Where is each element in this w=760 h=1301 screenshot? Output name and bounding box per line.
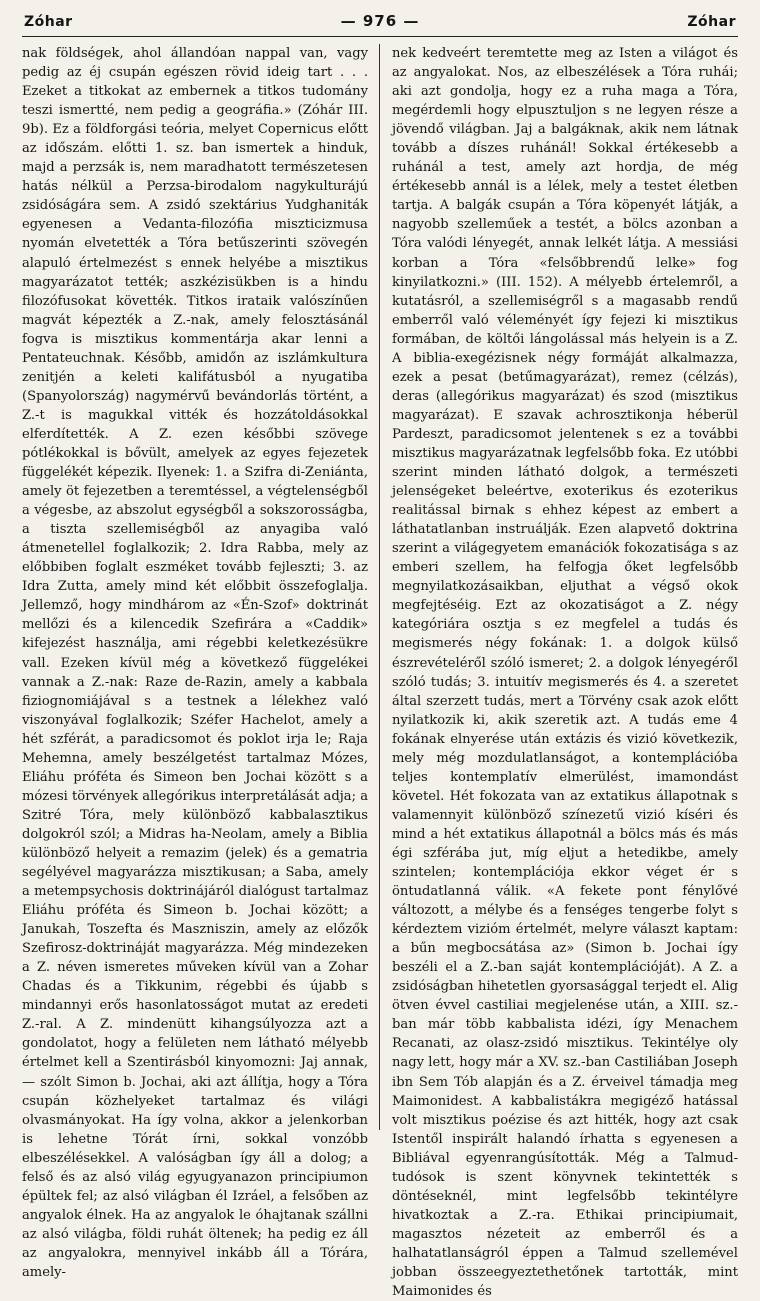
running-head-right: Zóhar: [687, 14, 736, 30]
running-head-left: Zóhar: [24, 14, 73, 30]
page-header: [22, 6, 738, 37]
column-divider: [379, 44, 380, 1130]
page-number: — 976 —: [340, 12, 420, 30]
left-column-text: nak földségek, ahol állandóan nappal van, vagy pedig az éj csupán egészen rövid ideig tart . . . Ezeket a titkokat az embernek a titkos tudomány teszi ismertté, nem pedig a geográfia.» (Zóhár III. 9b). Ez a földforgási teória, melyet Copernicus előtt az időszám. előtti 1. sz. ban ismertek a hinduk, majd a perzsák is, nem maradhatott természetesen hatás nélkül a Perzsa-birodalom nagykulturájú zsidóságára sem. A zsidó szektárius Yudghaniták egyenesen a Vedanta-filozófia miszticizmusa nyomán elvetették a Tóra betűszerinti szövegén alapuló értelmezést s ennek helyébe a misztikus magyarázatot tették; aszkézisükben is a hindu filozófusokat követték. Titkos irataik valószínűen magvát képezték a Z.-nak, amely felosztásánál fogva is misztikus kommentárja akar lenni a Pentateuchnak. Később, amidőn az iszlámkultura zenitjén a keleti kalifátusból a nyugatiba (Spanyolország) nagymérvű bevándorlás történt, a Z.-t is magukkal vitték és hozzátoldásokkal elferdítették. A Z. ezen későbbi szövege pótlékokkal is bővült, amelyek az egyes fejezetek függelékét képezik. Ilyenek: 1. a Szifra di-Zeniánta, amely öt fejezetben a teremtéssel, a végtelenségből a végesbe, az abszolut egységből a sokszorosságba, a tiszta szellemiségből az anyagiba való átmenetellel foglalkozik; 2. Idra Rabba, mely az előbbiben foglalt eszméket tovább fejleszti; 3. az Idra Zutta, amely mind két előbbit összefoglalja. Jellemző, hogy mindhárom az «Én-Szof» doktrinát mellőzi és a kilencedik Szefirára a «Caddik» kifejezést használja, ami régebbi keletkezésükre vall. Ezeken kívül még a következő függelékei vannak a Z.-nak: Raze de-Razin, amely a kabbala fiziognomiájával s a testnek a lélekhez való viszonyával foglalkozik; Széfer Hachelot, amely a hét szférát, a paradicsomot és poklot irja le; Raja Mehemna, amely beszélgetést tartalmaz Mózes, Eliáhu próféta és Simeon ben Jochai között s a mózesi törvények allegórikus interpretálását adja; a Szitré Tóra, mely különböző kabbalasztikus dolgokról szól; a Midras ha-Neolam, amely a Biblia különböző helyeit a remazim (jelek) és a gematria segélyével magyarázza misztikusan; a Saba, amely a metempsychosis doktrinájáról dialógust tartalmaz Eliáhu próféta és Simeon b. Jochai között; a Janukah, Toszefta és Maszniszin, amely az előzők Szefirosz-doktrináját magyarázza. Még mindezeken a Z. néven ismeretes műveken kívül van a Zohar Chadas és a Tikkunim, régebbi és újabb s mindannyi erős hasonlatosságot mutat az eredeti Z.-ral. A Z. mindenütt kihangsúlyozza azt a gondolatot, hogy a felületen nem látható mélyebb értelmet kell a Szentirásból kinyomozni: Jaj annak, — szólt Simon b. Jochai, aki azt állítja, hogy a Tóra csupán közhelyeket tartalmaz és világi olvasmányokat. Ha így volna, akkor a jelenkorban is lehetne Tórát írni, sokkal vonzóbb elbeszélésekkel. A valóságban így áll a dolog; a felső és az alsó világ egyugyanazon principiumon épültek fel; az alsó világban él Izráel, a felsőben az angyalok élnek. Ha az angyalok le óhajtanak szállni az alsó világba, földi ruhát öltenek; ha pedig ez áll az angyalokra, mennyivel inkább áll a Tórára, amely-: [22, 46, 368, 1280]
right-column-text: nek kedveért teremtette meg az Isten a világot és az angyalokat. Nos, az elbeszélések a Tóra ruhái; aki azt gondolja, hogy ez a ruha maga a Tóra, megérdemli hogy elpusztuljon s ne legyen része a jövendő világban. Jaj a balgáknak, akik nem látnak tovább a díszes ruhánál! Sokkal értékesebb a ruhánál a test, amely azt hordja, de még értékesebb annál is a lélek, mely a testet életben tartja. A balgák csupán a Tóra köpenyét látják, a nagyobb szelleműek a testét, a bölcs azonban a Tóra valódi lényegét, annak lelkét látja. A messiási korban a Tóra «felsőbbrendű lelke» fog kinyilatkozni.» (III. 152). A mélyebb értelemről, a kutatásról, a szellemiségről s a magasabb rendű emberről való véleményét így fejezi ki misztikus formában, de költői lángolással más helyein is a Z. A biblia-exegézisnek négy formáját alkalmazza, ezek a pesat (betűmagyarázat), remez (célzás), deras (allegórikus magyarázat) és szod (misztikus magyarázat). E szavak achrosztikonja héberül Pardeszt, paradicsomot jelentenek s ez a további misztikus magyarázatnak legfelsőbb foka. Ez utóbbi szerint minden látható dolgok, a természeti jelenségeket beleértve, exoterikus és ezoterikus realitással birnak s ehhez képest az embert a láthatatlanban instruálják. Ezen alapvető doktrina szerint a világegyetem emanációk fokozatisága s az emberi szellem, ha felfogja őket legfelsőbb megnyilatkozásaikban, eljuthat a végső okok megfejtéséig. Ezt az okozatiságot a Z. négy kategóriára osztja s ez megfelel a tudás és megismerés négy fokának: 1. a dolgok külső észrevételéről szóló ismeret; 2. a dolgok lényegéről szóló tudás; 3. intuitív megismerés és 4. a szeretet által szerzett tudás, mert a Törvény csak azok előtt nyilatkozik ki, akik szeretik azt. A tudás eme 4 fokának elnyerése után extázis és vizió következik, mely még mozdulatlanságot, a kontemplációba teljes kontemplatív elmerülést, imamondást követel. Hét fokozata van az extatikus állapotnak s valamennyit különböző színezetű vizió kíséri és mind a hét extatikus állapotnál a bölcs más és más égi szférába jut, míg eljut a hetedikbe, amely szintelen; kontemplációja ekkor véget ér s öntudatlanná válik. «A fekete pont fénylővé változott, a mélybe és a fenséges tengerbe folyt s kérdeztem vizióm értelmét, melyre választ kaptam: a bűn megbocsátása az» (Simon b. Jochai így beszéli el a Z.-ban saját kontemplációját). A Z. a zsidóságban hihetetlen gyorsasággal terjedt el. Alig ötven évvel castiliai megjelenése után, a XIII. sz.-ban már több kabbalista idézi, így Menachem Recanati, az olasz-zsidó misztikus. Tekintélye oly nagy lett, hogy már a XV. sz.-ban Castiliában Joseph ibn Sem Tób alapján és a Z. érveivel támadja meg Maimonidest. A kabbalistákra megigéző hatással volt misztikus poézise és azt hitték, hogy azt csak Istentől inspirált halandó írhatta s egyenesen a Bibliával egyenrangúsították. Még a Talmud-tudósok is szent könyvnek tekintették s döntéseknél, mint legfelsőbb tekintélyre hivatkoztak a Z.-ra. Ethikai principiumait, magasztos nézeteit az emberről és a halhatatlanságról éppen a Talmud szellemével jobban összeegyeztethetőnek tartották, mint Maimonides és: [392, 46, 738, 1300]
left-text-column: [22, 44, 368, 1280]
right-text-column: [392, 44, 738, 1300]
